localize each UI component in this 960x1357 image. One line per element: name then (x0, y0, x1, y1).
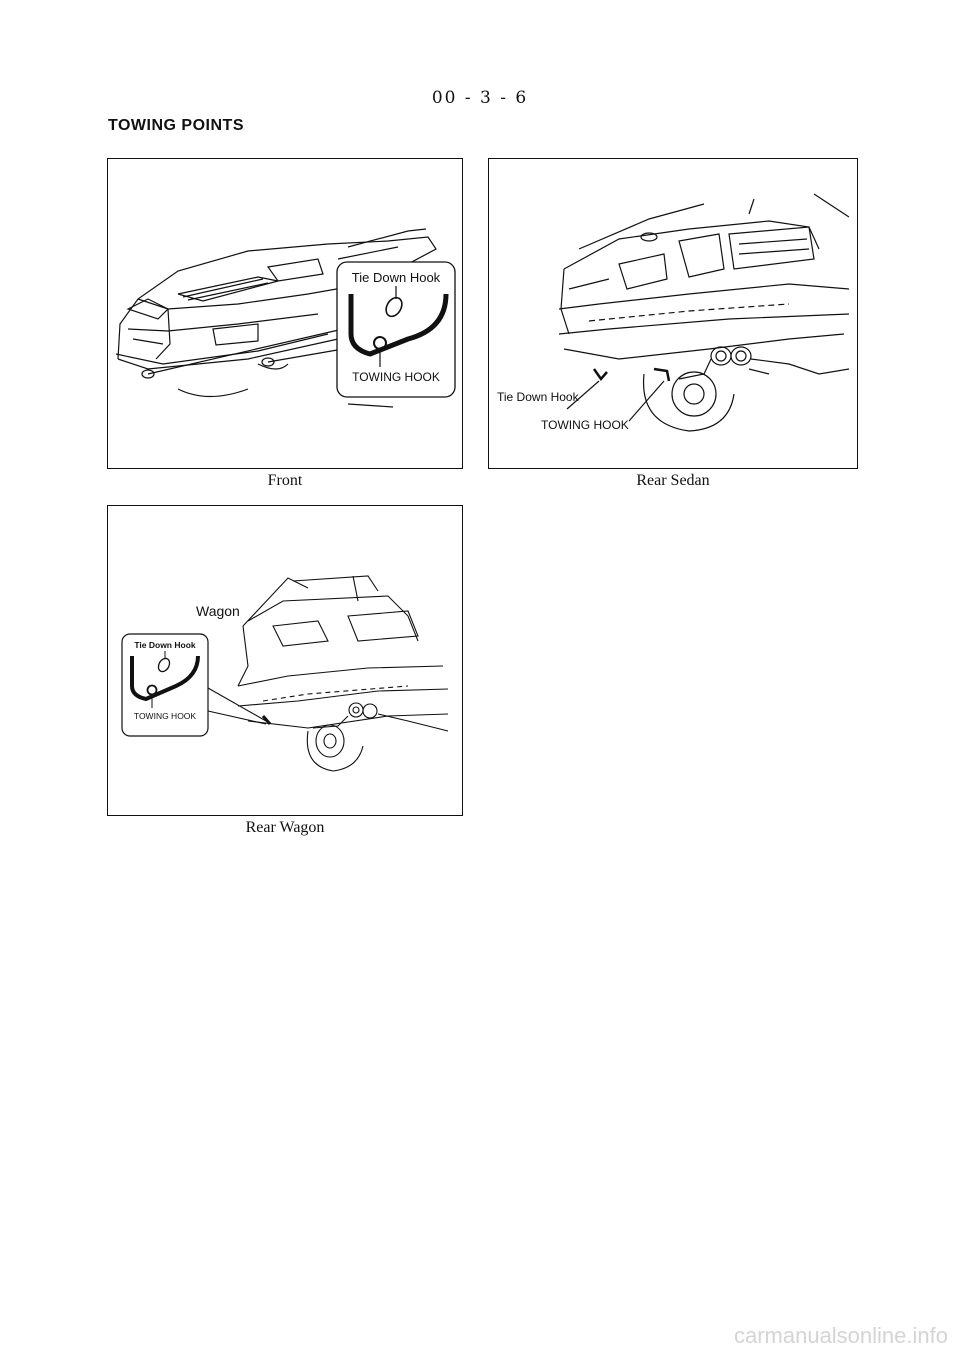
caption-rear-sedan: Rear Sedan (636, 472, 710, 489)
page-number: 00 - 3 - 6 (431, 88, 529, 108)
wagon-callout-towing-hook: TOWING HOOK (133, 711, 197, 721)
caption-rear-wagon: Rear Wagon (245, 819, 325, 836)
wagon-label-model: Wagon (196, 603, 240, 619)
section-title: TOWING POINTS (108, 117, 244, 134)
front-callout-towing-hook: TOWING HOOK (352, 370, 440, 384)
rear-sedan-illustration (489, 159, 859, 470)
wagon-callout-tie-down: Tie Down Hook (134, 640, 196, 650)
front-car-illustration (108, 159, 464, 470)
watermark: carmanualsonline.info (733, 1323, 948, 1348)
figure-front (107, 158, 463, 469)
caption-front: Front (267, 472, 303, 489)
front-callout-tie-down: Tie Down Hook (351, 270, 441, 285)
rear-wagon-illustration (108, 506, 464, 817)
sedan-label-towing-hook: TOWING HOOK (541, 418, 629, 432)
figure-rear-wagon (107, 505, 463, 816)
figure-rear-sedan (488, 158, 858, 469)
sedan-label-tie-down: Tie Down Hook (497, 390, 579, 404)
